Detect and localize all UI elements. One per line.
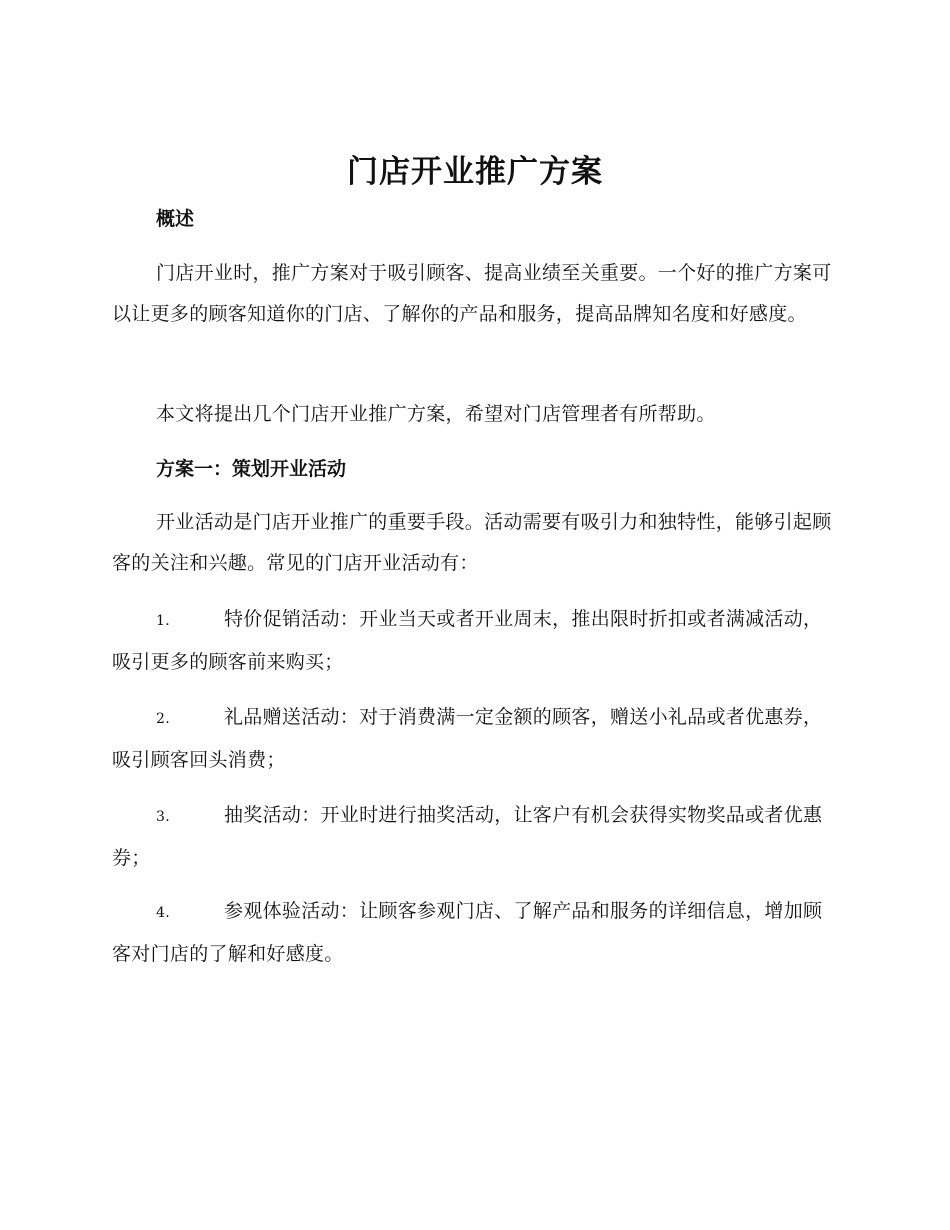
list-item-text: 特价促销活动：开业当天或者开业周末，推出限时折扣或者满减活动，吸引更多的顾客前来购买；	[112, 608, 823, 673]
list-item-text: 抽奖活动：开业时进行抽奖活动，让客户有机会获得实物奖品或者优惠券；	[112, 804, 823, 869]
list-item-text: 参观体验活动：让顾客参观门店、了解产品和服务的详细信息，增加顾客对门店的了解和好感度。	[112, 900, 823, 965]
overview-paragraph-2: 本文将提出几个门店开业推广方案，希望对门店管理者有所帮助。	[156, 403, 716, 425]
list-item-number: 4.	[156, 905, 170, 921]
plan-one-paragraph: 开业活动是门店开业推广的重要手段。活动需要有吸引力和独特性，能够引起顾客的关注和兴趣。常见的门店开业活动有：	[112, 511, 832, 574]
overview-paragraph-1: 门店开业时，推广方案对于吸引顾客、提高业绩至关重要。一个好的推广方案可以让更多的顾客知道你的门店、了解你的产品和服务，提高品牌知名度和好感度。	[112, 262, 832, 325]
list-item	[112, 891, 832, 975]
list-item-number: 1.	[156, 613, 170, 629]
list-item-number: 2.	[156, 711, 170, 727]
section-heading-overview: 概述	[156, 208, 195, 230]
section-heading-plan-one: 方案一：策划开业活动	[156, 458, 347, 480]
list-item	[112, 599, 832, 683]
list-item	[112, 795, 832, 879]
document-title: 门店开业推广方案	[347, 154, 603, 190]
list-item	[112, 697, 832, 781]
list-item-number: 3.	[156, 809, 170, 825]
list-item-text: 礼品赠送活动：对于消费满一定金额的顾客，赠送小礼品或者优惠券，吸引顾客回头消费；	[112, 706, 823, 771]
